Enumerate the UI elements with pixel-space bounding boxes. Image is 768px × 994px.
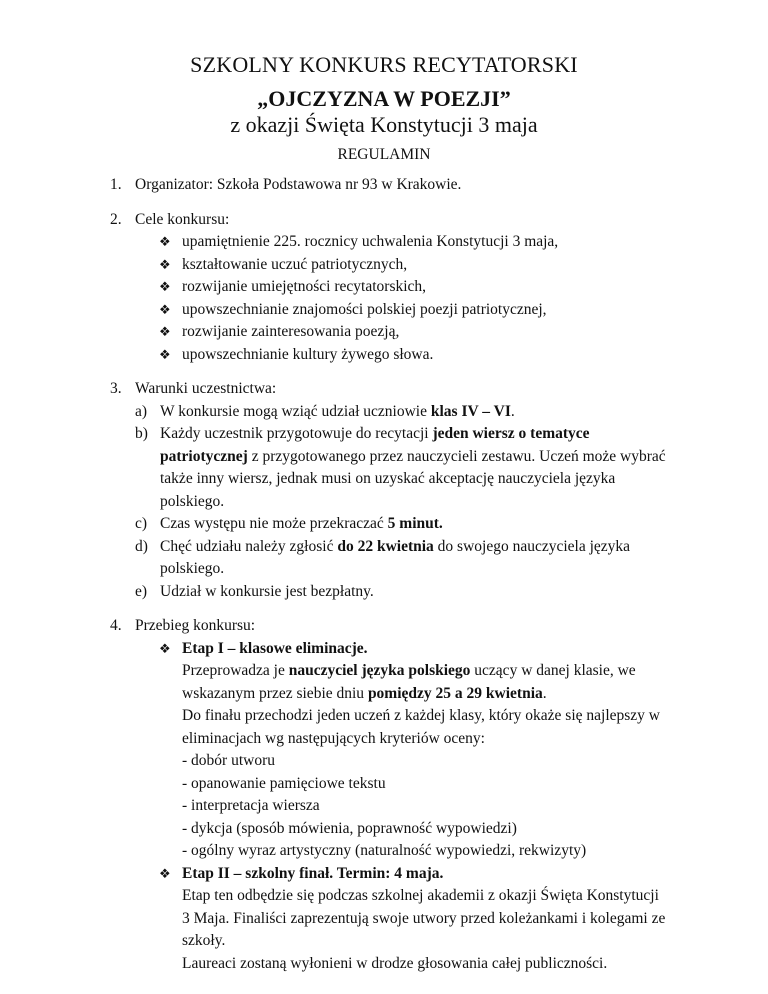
goals-list (135, 231, 670, 366)
diamond-bullet-icon: ❖ (159, 324, 171, 339)
stage-2-paragraph: Etap ten odbędzie się podczas szkolnej akademii z okazji Święta Konstytucji 3 Maja. Finaliści zaprezentują swoje utwory przed koleżankami i kolegami ze szkoły. (182, 887, 666, 949)
list-item: ❖ rozwijanie umiejętności recytatorskich, (159, 276, 670, 299)
criterion: - dobór utworu (182, 752, 275, 769)
contest-occasion: z okazji Święta Konstytucji 3 maja (230, 112, 538, 137)
criterion: - ogólny wyraz artystyczny (naturalność wypowiedzi, rekwizyty) (182, 842, 587, 859)
section-goals (110, 209, 670, 367)
diamond-bullet-icon: ❖ (159, 640, 171, 656)
criterion: - dykcja (sposób mówienia, poprawność wypowiedzi) (182, 819, 517, 837)
regulations-body (110, 174, 670, 975)
criterion: - interpretacja wiersza (182, 797, 320, 814)
stage-2-title: Etap II – szkolny finał. Termin: 4 maja. (182, 864, 444, 882)
stage-1-criteria-intro: Do finału przechodzi jeden uczeń z każdej klasy, który okaże się najlepszy w eliminacjach wg następujących kryteriów oceny: (182, 707, 661, 747)
diamond-bullet-icon: ❖ (159, 346, 171, 362)
contest-title: SZKOLNY KONKURS RECYTATORSKI (190, 52, 578, 77)
section-number: 4. (110, 617, 122, 634)
diamond-bullet-icon: ❖ (159, 301, 171, 317)
course-title: Przebieg konkursu: (135, 617, 256, 634)
contest-theme: „OJCZYZNA W POEZJI” (257, 86, 511, 111)
condition-c: c) Czas występu nie może przekraczać 5 minut. (135, 515, 443, 532)
section-organizer (110, 174, 670, 197)
organizer-text: Organizator: Szkoła Podstawowa nr 93 w Krakowie. (135, 176, 462, 193)
diamond-bullet-icon: ❖ (159, 256, 171, 272)
section-number: 3. (110, 380, 122, 397)
condition-d: d) Chęć udziału należy zgłosić do 22 kwietnia do swojego nauczyciela języka polskiego. (135, 537, 631, 577)
diamond-bullet-icon: ❖ (159, 279, 171, 294)
diamond-bullet-icon: ❖ (159, 865, 171, 881)
diamond-bullet-icon: ❖ (159, 234, 171, 249)
list-item: ❖ rozwijanie zainteresowania poezją, (159, 321, 670, 344)
stage-1 (159, 638, 670, 863)
conditions-list (135, 401, 670, 604)
list-item: ❖ kształtowanie uczuć patriotycznych, (159, 254, 670, 277)
list-item: ❖ upowszechnianie kultury żywego słowa. (159, 344, 670, 367)
section-number: 1. (110, 176, 122, 193)
condition-b: b) Każdy uczestnik przygotowuje do recytacji jeden wiersz o tematyce patriotycznej z przygotowanego przez nauczycieli zestawu. Uczeń może wybrać także inny wiersz, jednak musi on uzyskać akceptację nauczyciela języka polskiego. (135, 425, 666, 510)
stage-1-paragraph: Przeprowadza je nauczyciel języka polskiego uczący w danej klasie, we wskazanym przez siebie dniu pomiędzy 25 a 29 kwietnia. (182, 662, 636, 702)
list-item: ❖ upamiętnienie 225. rocznicy uchwalenia Konstytucji 3 maja, (159, 231, 670, 254)
list-item: ❖ upowszechnianie znajomości polskiej poezji patriotycznej, (159, 299, 670, 322)
stage-2-winners: Laureaci zostaną wyłonieni w drodze głosowania całej publiczności. (182, 954, 608, 972)
stage-2 (159, 863, 670, 976)
stages-list (135, 638, 670, 976)
goals-title: Cele konkursu: (135, 210, 230, 228)
section-number: 2. (110, 210, 122, 228)
criterion: - opanowanie pamięciowe tekstu (182, 774, 386, 792)
conditions-title: Warunki uczestnictwa: (135, 380, 277, 397)
condition-e: e) Udział w konkursie jest bezpłatny. (135, 582, 374, 600)
regulations-heading: REGULAMIN (337, 146, 431, 163)
section-conditions (110, 378, 670, 603)
stage-1-title: Etap I – klasowe eliminacje. (182, 639, 368, 657)
condition-a: a) W konkursie mogą wziąć udział uczniowie klas IV – VI. (135, 402, 515, 420)
section-course (110, 615, 670, 975)
